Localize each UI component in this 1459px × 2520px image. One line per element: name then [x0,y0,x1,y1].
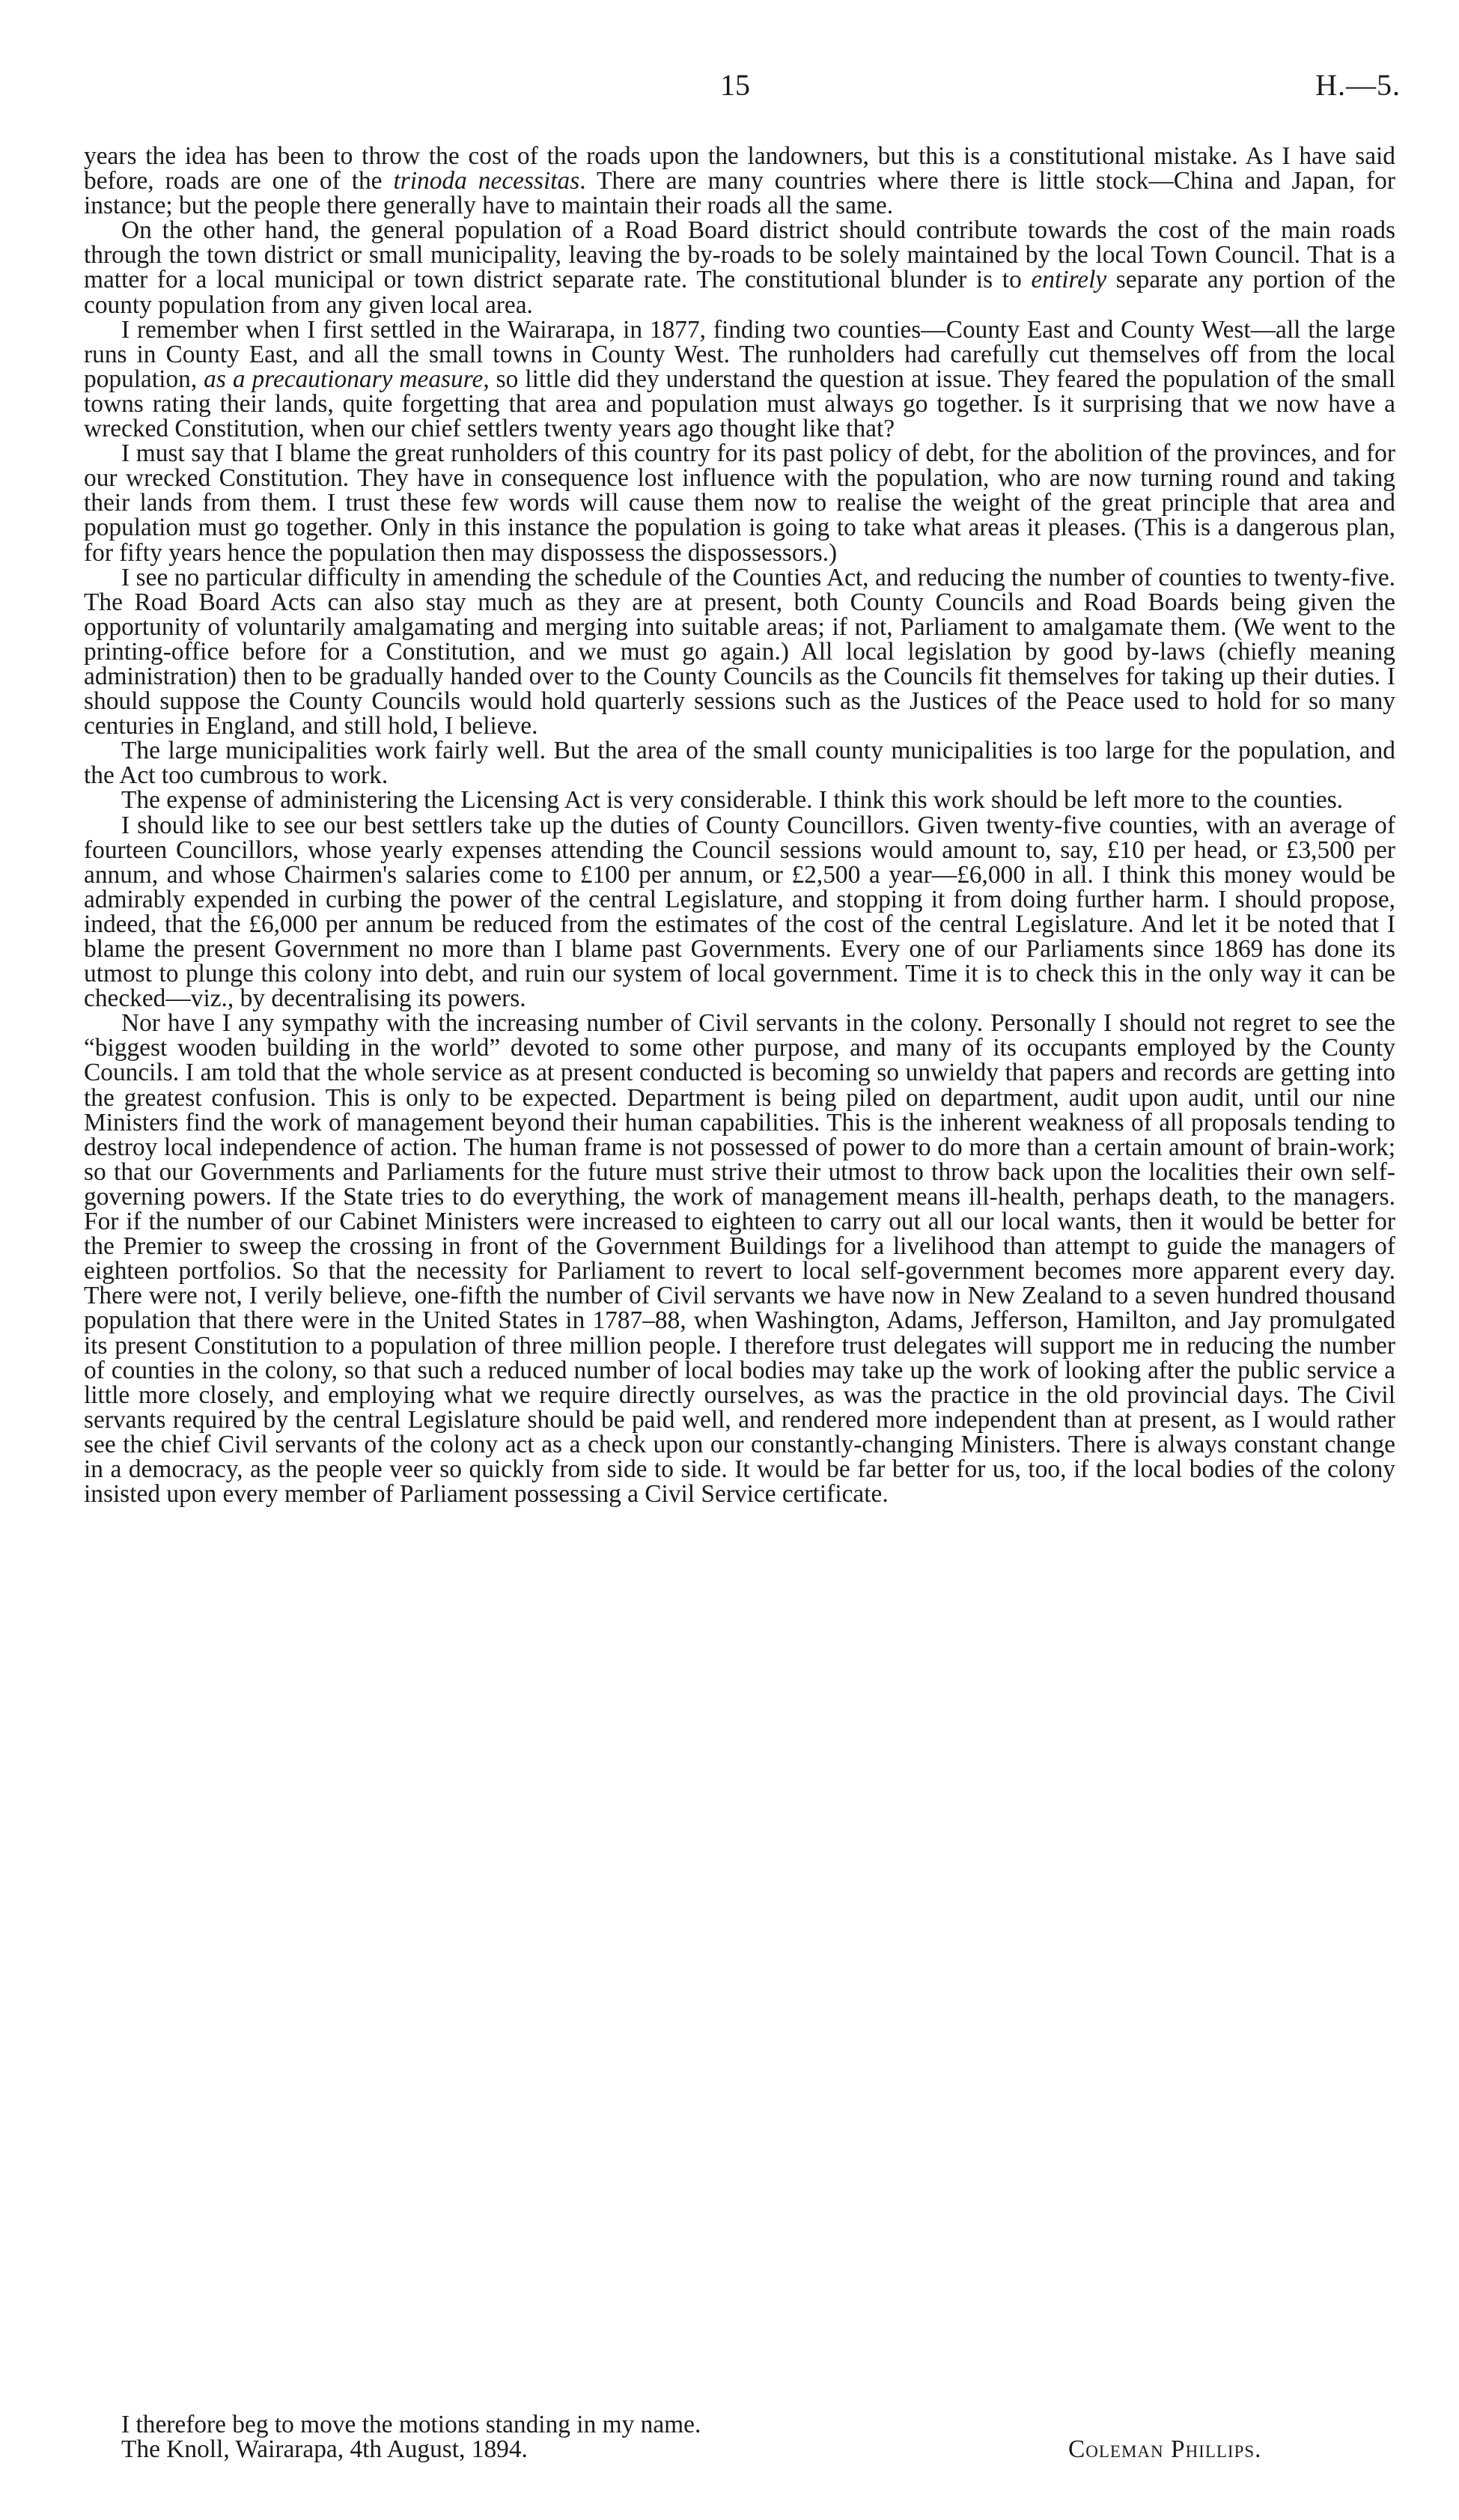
paragraph [84,565,1395,739]
body-text [84,142,1395,1509]
paragraph [84,439,1395,567]
text-run: Nor have I any sympathy with the increasing number of Civil servants in the colony. Personally I should not regret to see the “biggest wooden building in the world” devoted to some other purpose, and many of its occupants employed by the County Councils. I am told that the whole service as at present conducted is becoming so unwieldy that papers and records are getting into the greatest confusion. This is only to be expected. Department is being piled on department, audit upon audit, until our nine Ministers find the work of management beyond their human capabilities. This is the inherent weakness of all proposals tending to destroy local independence of action. The human frame is not possessed of power to do more than a certain amount of brain-work; so that our Governments and Parliaments for the future must strive their utmost to throw back upon the localities their own self-governing powers. If the State tries to do everything, the work of management means ill-health, perhaps death, to the managers. For if the number of our Cabinet Ministers were increased to eighteen to carry out all our local wants, then it would be better for the Premier to sweep the crossing in front of the Government Buildings for a livelihood than attempt to guide the managers of eighteen portfolios. So that the necessity for Parliament to revert to local self-government becomes more apparent every day. There were not, I verily believe, one-fifth the number of Civil servants we have now in New Zealand to a seven hundred thousand population that there were in the United States in 1787–88, when Washington, Adams, Jefferson, Hamilton, and Jay promulgated its present Constitution to a population of three million people. I therefore trust delegates will support me in reducing the number of counties in the colony, so that such a reduced number of local bodies may take up the work of looking after the public service a little more closely, and employing what we require directly ourselves, as was the practice in the old provincial days. The Civil servants required by the central Legislature should be paid well, and rendered more independent than at present, as I would rather see the chief Civil servants of the colony act as a check upon our constantly-changing Ministers. There is always constant change in a democracy, as the people veer so quickly from side to side. It would be far better for us, too, if the local bodies of the colony insisted upon every member of Parliament possessing a Civil Service certificate. [84,1009,1395,1509]
page-header [0,67,1459,112]
paragraph [84,1009,1395,1509]
text-run: years the idea has been to throw the cost of the roads upon the landowners, but this is a constitutional mistake. As I have said before, roads are one of the [84,142,1395,195]
text-run: The expense of administering the Licensing Act is very considerable. I think this work should be left more to the counties. [121,786,1344,815]
paragraph [84,144,1395,218]
motion-line: I therefore beg to move the motions standing in my name. [121,2411,701,2438]
text-run: I must say that I blame the great runholders of this country for its past policy of debt, for the abolition of the provinces, and for our wrecked Constitution. They have in consequence lost influence with the population, who are now turning round and taking their lands from them. I trust these few words will cause them now to realise the weight of the great principle that area and population must go together. Only in this instance the population is going to take what areas it pleases. (This is a dangerous plan, for fifty years hence the population then may dispossess the dispossessors.) [84,439,1395,567]
text-run: On the other hand, the general population of a Road Board district should contribute towards the cost of the main roads through the town district or small municipality, leaving the by-roads to be solely maintained by the local Town Council. That is a matter for a local municipal or town district separate rate. The constitutional blunder is to [84,216,1395,294]
document-reference: H.—5. [1315,68,1401,102]
page-number: 15 [720,68,750,102]
italic-text: entirely [1031,266,1107,294]
paragraph [84,813,1395,1011]
signoff-row [84,2437,1395,2462]
author-signature: Coleman Phillips. [1068,2435,1262,2464]
text-run: I should like to see our best settlers take up the duties of County Councillors. Given twenty-five counties, with an average of fourteen Councillors, whose yearly expenses attending the Council sessions would amount to, say, £10 per head, or £3,500 per annum, and whose Chairmen's salaries come to £100 per annum, or £2,500 a year—£6,000 in all. I think this money would be admirably expended in curbing the power of the central Legislature, and stopping it from doing further harm. I should propose, indeed, that the £6,000 per annum be reduced from the estimates of the cost of the central Legislature. And let it be noted that I blame the present Government no more than I blame past Governments. Every one of our Parliaments since 1869 has done its utmost to plunge this colony into debt, and ruin our system of local government. Time it is to check this in the only way it can be checked—viz., by decentralising its powers. [84,811,1395,1013]
italic-text: trinoda necessitas [393,167,580,195]
text-run: , so little did they understand the question at issue. They feared the population of the small towns rating their lands, quite forgetting that area and population must always go together. Is it surprising that we now have a wrecked Constitution, when our chief settlers twenty years ago thought like that? [84,365,1395,443]
text-run: I remember when I first settled in the Wairarapa, in 1877, finding two counties—County East and County West—all the large runs in County East, and all the small towns in County West. The runholders had carefully cut themselves off from the local population, [84,315,1395,393]
text-run: The large municipalities work fairly well. But the area of the small county municipalities is too large for the population, and the Act too cumbrous to work. [84,737,1395,790]
text-run: I see no particular difficulty in amending the schedule of the Counties Act, and reducing the number of counties to twenty-five. The Road Board Acts can also stay much as they are at present, both County Councils and Road Boards being given the opportunity of voluntarily amalgamating and merging into suitable areas; if not, Parliament to amalgamate them. (We went to the printing-office before for a Constitution, and we must go again.) All local legislation by good by-laws (chiefly meaning administration) then to be gradually handed over to the County Councils as the Councils fit themselves for taking up their duties. I should suppose the County Councils would hold quarterly sessions such as the Justices of the Peace used to hold for so many centuries in England, and still hold, I believe. [84,563,1395,740]
place-date: The Knoll, Wairarapa, 4th August, 1894. [121,2435,528,2464]
paragraph [84,786,1395,815]
text-run: separate any portion of the county population from any given local area. [84,266,1395,319]
paragraph [84,218,1395,317]
closing-block [84,2412,1395,2462]
text-run: . There are many countries where there is little stock—China and Japan, for instance; but the people there generally have to maintain their roads all the same. [84,167,1395,220]
italic-text: as a precautionary measure [204,365,484,393]
paragraph [84,738,1395,788]
paragraph [84,317,1395,441]
